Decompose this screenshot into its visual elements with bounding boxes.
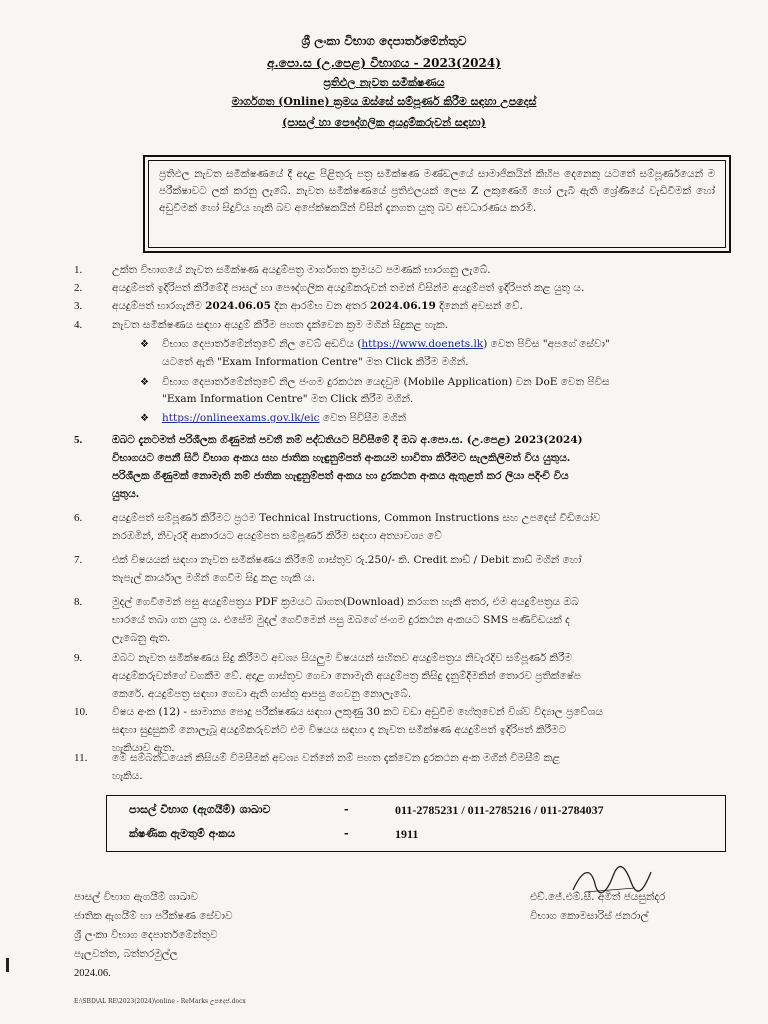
item-number: 9. bbox=[74, 652, 83, 664]
bullet-text: "Exam Information Centre" මත Click කිරීම මගින්. bbox=[162, 393, 414, 405]
office-line: පාසල් විභාග ඇගයීම් ශාඛාව bbox=[74, 891, 199, 903]
department-title: ශ්‍රී ලංකා විභාග දෙපාර්තමේන්තුව bbox=[301, 34, 467, 48]
contact-box bbox=[106, 795, 726, 852]
notice-text: ප්‍රතිඵල නැවත සමීක්ෂණයේ දී අදාළ පිළිතුරු පත්‍ර සමීක්ෂණ මණ්ඩලයේ සාමාජිකයින් කිහිප දෙනෙකු යටතේ සම්පූර්ණයෙන් ම පරීක්ෂාවට ලක් කරනු ලැබේ. නැවත සමීක්ෂණයේ ප්‍රතිඵලයක් ලෙස Z ලකුණෙහි හෝ ලැබී ඇති ශ්‍රේණියේ වැඩිවීමක් හෝ අඩුවීමක් හෝ සිදුවිය හැකි බව අපේක්ෂකයින් විසින් දැනගත යුතු බව අවධාරණය කරමි. bbox=[148, 160, 726, 248]
item-number: 8. bbox=[74, 596, 83, 608]
item-text: හැකිය. bbox=[112, 770, 143, 782]
item-text: පරිශීලක ගිණුමක් නොමැති නම් ජාතික හැඳුනුම්පත් අංකය හා දුරකථන අංකය ඇතුළත් කර ලියා පදිංචි විය bbox=[112, 470, 569, 482]
item-text-part: දින ආරම්භ වන අතර bbox=[270, 300, 371, 312]
item-text: භාරයේ තබා ගත යුතු ය. එසේම මුදල් ගෙවීමෙන් පසු ඔබගේ ජංගම දුරකථන අංකයට SMS පණිවිඩයක් ද bbox=[112, 614, 570, 626]
bullet-text: විභාග දෙපාර්තමේන්තුවේ නිල ජංගම දුරකථන යෙදවුම (Mobile Application) වන DoE වෙත පිවිස bbox=[162, 376, 610, 388]
item-text: මේ සම්බන්ධයෙන් කිසියම් විමසීමක් අවශ්‍ය වන්නේ නම් පහත දැක්වෙන දුරකථන අංක මගින් විමසීම් කළ bbox=[112, 752, 561, 764]
item-number: 10. bbox=[74, 706, 88, 718]
item-text: යුතුය. bbox=[112, 488, 140, 500]
issuing-office bbox=[74, 888, 233, 983]
item-text: අයදුම්පත් ඉදිරිපත් කිරීමේදී පාසල් හා පෞද්ගලික අයදුම්කරුවන් තමන් විසින්ම අයදුම්පත් ඉදිරිපත් කළ යුතු ය. bbox=[112, 282, 585, 294]
office-line: ශ්‍රී ලංකා විභාග දෙපාර්තමේන්තුව bbox=[74, 929, 218, 941]
item-text: විභාගයට පෙනී සිටි විභාග අංකය සහ ජාතික හැඳුනුම්පත් අංකයම භාවිතා කිරීමට සැලකිලිමත් විය යුතුය. bbox=[112, 452, 571, 464]
scan-mark bbox=[6, 958, 9, 972]
item-number: 3. bbox=[74, 300, 83, 312]
rescrutiny-title: ප්‍රතිඵල නැවත සමීක්ෂණය bbox=[323, 76, 445, 89]
item-text: තැපැල් කාර්යාල මගින් ගෙවීම සිදු කළ හැකි ය. bbox=[112, 572, 315, 584]
bullet-text-part: ) වෙත පිවිස "අපගේ සේවා" bbox=[483, 338, 610, 350]
item-text: හැකියාව ඇත. bbox=[112, 742, 175, 754]
item-text: උක්ත විභාගයේ නැවත සමීක්ෂණ අයදුම්පත්‍ර මාර්ගගත ක්‍රමයට පමණක් භාරගනු ලැබේ. bbox=[112, 264, 491, 276]
item-number: 2. bbox=[74, 282, 83, 294]
diamond-bullet-icon: ❖ bbox=[140, 377, 149, 388]
item-number: 7. bbox=[74, 554, 83, 566]
item-text-part: අයදුම්පත් භාරගැනීම bbox=[112, 300, 206, 312]
diamond-bullet-icon: ❖ bbox=[140, 339, 149, 350]
bullet-text: යටතේ ඇති "Exam Information Centre" මත Click කිරීම මගින්. bbox=[162, 356, 469, 368]
phone-numbers[interactable]: 011-2785231 / 011-2785216 / 011-2784037 bbox=[395, 803, 604, 817]
exam-title: අ.පො.ස (උ.පෙළ) විභාගය - 2023(2024) bbox=[267, 56, 501, 70]
item-text: අයදුම්කරුවන්ගේ වගකීම වේ. අදාළ ගාස්තුව ගෙවා නොමැති අයදුම්පත්‍ර කිසිදු දැනුම්දීමකින් තොරව ප්‍රතික්ෂේප bbox=[112, 670, 581, 682]
item-text: නැවත සමීක්ෂණය සඳහා අයදුම් කිරීම පහත දැක්වෙන ක්‍රම මගින් සිදුකළ හැක. bbox=[112, 319, 449, 331]
item-text: ඔබට දැනටමත් පරිශීලක ගිණුමක් පවතී නම් පද්ධතියට පිවිසීමේ දී ඔබ අ.පො.ස. (උ.පෙළ) 2023(2024) bbox=[112, 434, 583, 446]
item-number: 6. bbox=[74, 512, 83, 524]
bullet-text bbox=[162, 410, 722, 427]
item-number: 11. bbox=[74, 752, 88, 764]
item-number: 4. bbox=[74, 319, 83, 331]
contact-label: ක්ෂණික ඇමතුම් අංකය bbox=[129, 827, 236, 840]
office-line: ජාතික ඇගයීම් හා පරීක්ෂණ සේවාව bbox=[74, 910, 233, 922]
item-number: 1. bbox=[74, 264, 83, 276]
bullet-text bbox=[162, 336, 722, 353]
signatory-title: විභාග කොමසාරිස් ජනරාල් bbox=[530, 910, 649, 922]
contact-dash: - bbox=[344, 803, 349, 816]
office-line: පැලවත්ත, බත්තරමුල්ල bbox=[74, 948, 178, 960]
item-text: විෂය අංක (12) - සාමාන්‍ය පොදු පරීක්ෂණය සඳහා ලකුණු 30 කට වඩා අඩුවීම හේතුවෙන් විශ්ව විද්‍යාල ප්‍රවේශය bbox=[112, 706, 603, 718]
start-date: 2024.06.05 bbox=[205, 300, 271, 312]
applicant-type-subtitle: (පාසල් හා පෞද්ගලික අයදුම්කරුවන් සඳහා) bbox=[282, 116, 486, 129]
online-instructions-title: මාර්ගගත (Online) ක්‍රමය ඔස්සේ සම්පූර්ණ කිරීම සඳහා උපදෙස් bbox=[231, 95, 537, 108]
contact-dash: - bbox=[344, 827, 349, 840]
doenets-link[interactable]: https://www.doenets.lk bbox=[361, 338, 484, 350]
item-text: කෙරේ. අයදුම්පත්‍ර සඳහා ගෙවා ඇති ගාස්තු ආපසු ගෙවනු නොලැබේ. bbox=[112, 688, 412, 700]
bullet-text-part: වෙත පිවිසීම මගින් bbox=[319, 412, 407, 424]
item-text: සඳහා සුදුසුකම් නොලැබූ අයදුම්කරුවන්ට එම විෂයය සඳහා ද නැවත සමීක්ෂණ අයදුම්පත් ඉදිරිපත් කිරීමට bbox=[112, 724, 567, 736]
item-text: ඔබට නැවත සමීක්ෂණය සිදු කිරීමට අවශ්‍ය සියලුම විෂයයන් සහිතව අයදුම්පත්‍රය නිවැරදිව සම්පූර්ණ කිරීම bbox=[112, 652, 572, 664]
bullet-text-part: විභාග දෙපාර්තමේන්තුවේ නිල වෙබ් අඩවිය ( bbox=[162, 338, 362, 350]
item-text: අයදුම්පත් සම්පූර්ණ කිරීමට ප්‍රථම Technical Instructions, Common Instructions සහ උපදෙස් වීඩියෝව bbox=[112, 512, 601, 524]
item-text bbox=[112, 298, 724, 315]
diamond-bullet-icon: ❖ bbox=[140, 413, 149, 424]
hotline-number[interactable]: 1911 bbox=[395, 827, 419, 841]
item-text-part: දිනෙන් අවසන් වේ. bbox=[435, 300, 523, 312]
issue-date: 2024.06. bbox=[74, 968, 111, 979]
item-number: 5. bbox=[74, 434, 83, 446]
end-date: 2024.06.19 bbox=[370, 300, 436, 312]
item-text: එක් විෂයයක් සඳහා නැවත සමීක්ෂණය කිරීමේ ගාස්තුව රු.250/- කි. Credit කාඩ් / Debit කාඩ් මගින් හෝ bbox=[112, 554, 582, 566]
signatory bbox=[530, 888, 665, 926]
item-text: මුදල් ගෙවීමෙන් පසු අයදුම්පත්‍රය PDF ක්‍රමයට බාගත(Download) කරගත හැකි අතර, එම අයදුම්පත්‍රය ඔබ bbox=[112, 596, 579, 608]
file-path-footer: E:\SBD\AL RE\2023(2024)\online - ReMarks උපදෙස්.docx bbox=[74, 998, 246, 1005]
item-text: නරඹමින්, නිවැරදි ආකාරයට අයදුම්පත සම්පූර්ණ කිරීම සඳහා අත්‍යාවශ්‍ය වේ bbox=[112, 530, 442, 542]
onlineexams-link[interactable]: https://onlineexams.gov.lk/eic bbox=[162, 412, 320, 424]
item-text: ලැබෙනු ඇත. bbox=[112, 632, 171, 644]
notice-box bbox=[143, 155, 731, 253]
contact-label: පාසල් විභාග (ඇගයීම්) ශාඛාව bbox=[129, 803, 271, 816]
signatory-name: එච්.ජේ.එම්.සී. අමිත් ජයසුන්දර bbox=[530, 891, 666, 903]
